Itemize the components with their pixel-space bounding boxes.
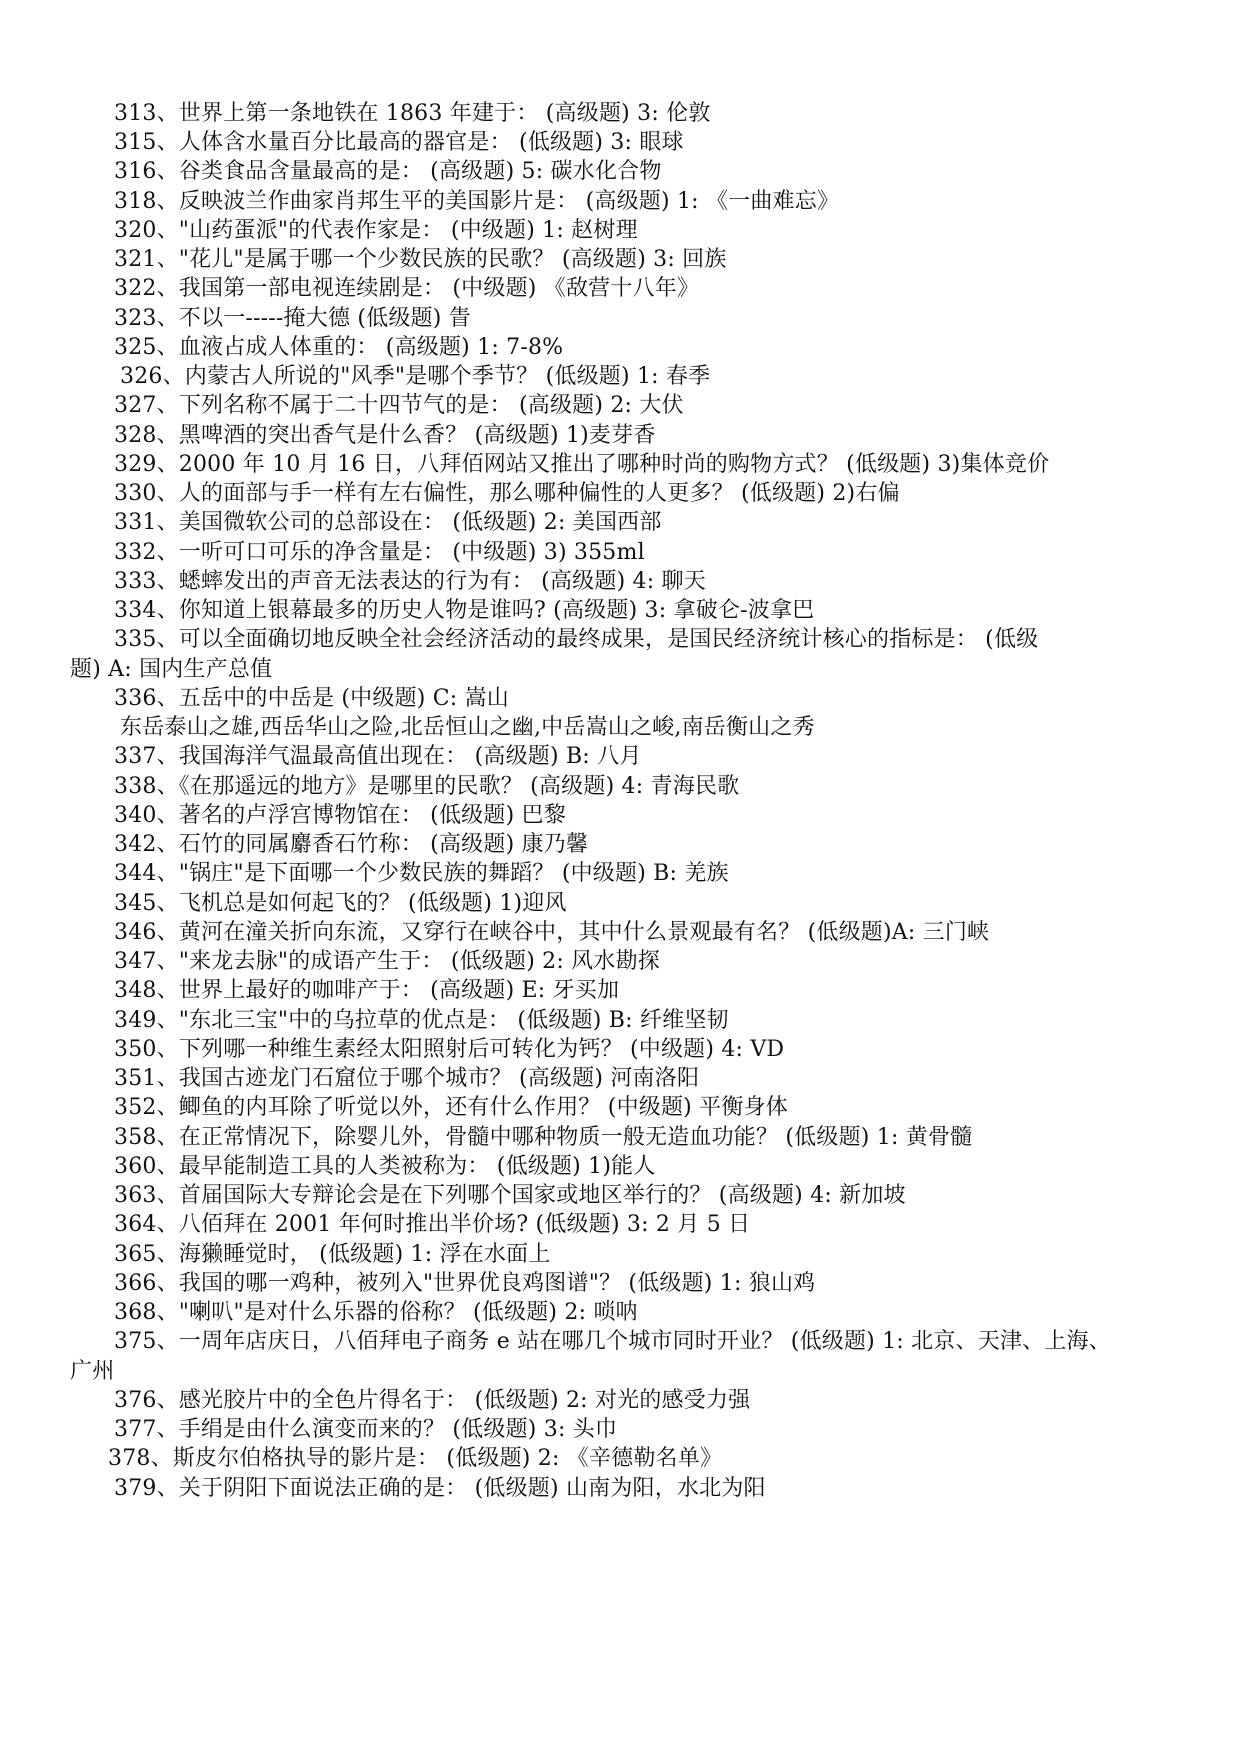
question-342: 342、石竹的同属麝香石竹称： (高级题) 康乃馨 (114, 832, 589, 857)
question-346: 346、黄河在潼关折向东流，又穿行在峡谷中，其中什么景观最有名？ (低级题)A: 三门峡 (114, 920, 990, 945)
question-375-continued: 广州 (70, 1359, 115, 1384)
question-360: 360、最早能制造工具的人类被称为： (低级题) 1)能人 (114, 1154, 656, 1179)
question-328: 328、黑啤酒的突出香气是什么香？ (高级题) 1)麦芽香 (114, 423, 656, 448)
question-330: 330、人的面部与手一样有左右偏性，那么哪种偏性的人更多？ (低级题) 2)右偏 (114, 481, 900, 506)
question-313: 313、世界上第一条地铁在 1863 年建于： (高级题) 3: 伦敦 (114, 101, 711, 126)
question-335-continued: 题) A: 国内生产总值 (70, 657, 273, 682)
question-331: 331、美国微软公司的总部设在： (低级题) 2: 美国西部 (114, 510, 662, 535)
question-376: 376、感光胶片中的全色片得名于： (低级题) 2: 对光的感受力强 (114, 1388, 751, 1413)
question-352: 352、鲫鱼的内耳除了听觉以外，还有什么作用？ (中级题) 平衡身体 (114, 1095, 788, 1120)
question-325: 325、血液占成人体重的： (高级题) 1: 7-8% (114, 335, 564, 360)
question-333: 333、蟋蟀发出的声音无法表达的行为有： (高级题) 4: 聊天 (114, 569, 706, 594)
question-320: 320、"山药蛋派"的代表作家是： (中级题) 1: 赵树理 (114, 218, 638, 243)
question-326: 326、内蒙古人所说的"风季"是哪个季节？ (低级题) 1: 春季 (120, 364, 711, 389)
question-351: 351、我国古迹龙门石窟位于哪个城市？ (高级题) 河南洛阳 (114, 1066, 700, 1091)
question-321: 321、"花儿"是属于哪一个少数民族的民歌？ (高级题) 3: 回族 (114, 247, 727, 272)
question-316: 316、谷类食品含量最高的是： (高级题) 5: 碳水化合物 (114, 159, 662, 184)
question-366: 366、我国的哪一鸡种，被列入"世界优良鸡图谱"？ (低级题) 1: 狼山鸡 (114, 1271, 816, 1296)
question-348: 348、世界上最好的咖啡产于： (高级题) E: 牙买加 (114, 978, 620, 1003)
question-344: 344、"锅庄"是下面哪一个少数民族的舞蹈？ (中级题) B: 羌族 (114, 861, 729, 886)
question-336-note: 东岳泰山之雄,西岳华山之险,北岳恒山之幽,中岳嵩山之峻,南岳衡山之秀 (120, 715, 815, 740)
question-338: 338、《在那遥远的地方》是哪里的民歌？ (高级题) 4: 青海民歌 (114, 774, 740, 799)
question-365: 365、海獭睡觉时， (低级题) 1: 浮在水面上 (114, 1242, 551, 1267)
question-323: 323、不以一-----掩大德 (低级题) 眚 (114, 306, 471, 331)
question-347: 347、"来龙去脉"的成语产生于： (低级题) 2: 风水勘探 (114, 949, 660, 974)
question-329: 329、2000 年 10 月 16 日，八拜佰网站又推出了哪种时尚的购物方式？ (低级题) 3)集体竞价 (114, 452, 1050, 477)
question-363: 363、首届国际大专辩论会是在下列哪个国家或地区举行的？ (高级题) 4: 新加坡 (114, 1183, 906, 1208)
question-315: 315、人体含水量百分比最高的器官是： (低级题) 3: 眼球 (114, 130, 684, 155)
question-327: 327、下列名称不属于二十四节气的是： (高级题) 2: 大伏 (114, 393, 684, 418)
question-349: 349、"东北三宝"中的乌拉草的优点是： (低级题) B: 纤维坚韧 (114, 1008, 729, 1033)
question-337: 337、我国海洋气温最高值出现在： (高级题) B: 八月 (114, 744, 642, 769)
question-378: 378、斯皮尔伯格执导的影片是： (低级题) 2: 《辛德勒名单》 (108, 1446, 723, 1471)
question-377: 377、手绢是由什么演变而来的？ (低级题) 3: 头巾 (114, 1417, 618, 1442)
question-336: 336、五岳中的中岳是 (中级题) C: 嵩山 (114, 686, 509, 711)
question-334: 334、你知道上银幕最多的历史人物是谁吗? (高级题) 3: 拿破仑-波拿巴 (114, 598, 815, 623)
question-318: 318、反映波兰作曲家肖邦生平的美国影片是： (高级题) 1: 《一曲难忘》 (114, 189, 840, 214)
question-350: 350、下列哪一种维生素经太阳照射后可转化为钙？ (中级题) 4: VD (114, 1037, 785, 1062)
question-364: 364、八佰拜在 2001 年何时推出半价场? (低级题) 3: 2 月 5 日 (114, 1212, 751, 1237)
question-375: 375、一周年店庆日，八佰拜电子商务 e 站在哪几个城市同时开业？ (低级题) 1: 北京、天津、上海、 (114, 1329, 1111, 1354)
question-340: 340、著名的卢浮宫博物馆在： (低级题) 巴黎 (114, 803, 566, 828)
question-335: 335、可以全面确切地反映全社会经济活动的最终成果，是国民经济统计核心的指标是： (低级 (114, 627, 1039, 652)
question-379: 379、关于阴阳下面说法正确的是： (低级题) 山南为阳，水北为阳 (114, 1476, 766, 1501)
question-358: 358、在正常情况下，除婴儿外，骨髓中哪种物质一般无造血功能？ (低级题) 1: 黄骨髓 (114, 1125, 973, 1150)
question-368: 368、"喇叭"是对什么乐器的俗称？ (低级题) 2: 唢呐 (114, 1300, 638, 1325)
question-322: 322、我国第一部电视连续剧是： (中级题) 《敌营十八年》 (114, 276, 700, 301)
question-345: 345、飞机总是如何起飞的？ (低级题) 1)迎风 (114, 891, 567, 916)
question-332: 332、一听可口可乐的净含量是： (中级题) 3) 355ml (114, 540, 645, 565)
